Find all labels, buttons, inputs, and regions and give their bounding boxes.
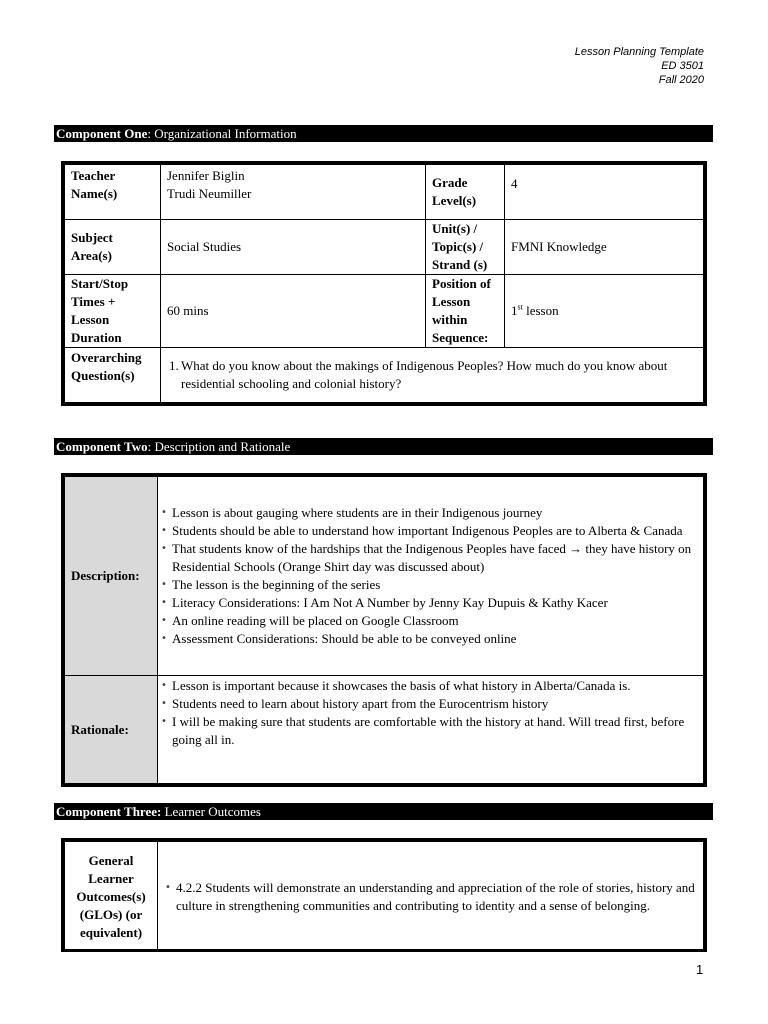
position-value (505, 275, 704, 348)
description-item: • That students know of the hardships that the Indigenous Peoples have faced → they have history on Residential Schools (Orange Shirt day was discussed about) (159, 540, 697, 576)
component-one-subtitle: : Organizational Information (147, 126, 297, 141)
rationale-label: Rationale: (65, 676, 158, 784)
times-label: Start/Stop Times + Lesson Duration (65, 275, 161, 348)
description-item: • The lesson is the beginning of the series (159, 576, 697, 594)
subject-label: Subject Area(s) (65, 220, 161, 275)
page-number: 1 (696, 962, 704, 977)
question-number: 1. (169, 358, 179, 373)
glo-content (158, 842, 704, 953)
position-number: 1 (511, 303, 518, 318)
description-item: • Lesson is about gauging where students are in their Indigenous journey (159, 504, 697, 522)
component-two-title: Component Two (56, 439, 148, 454)
rationale-list (159, 677, 697, 749)
rationale-item: • I will be making sure that students are comfortable with the history at hand. Will tread first, before going all in. (159, 713, 697, 749)
component-three-heading (54, 803, 713, 820)
times-value: 60 mins (161, 275, 426, 348)
component-one-heading (54, 125, 713, 142)
rationale-item: • Students need to learn about history apart from the Eurocentrism history (159, 695, 697, 713)
unit-label: Unit(s) / Topic(s) / Strand (s) (426, 220, 505, 275)
glo-label: General Learner Outcomes(s) (GLOs) (or equivalent) (65, 842, 158, 953)
description-label: Description: (65, 477, 158, 676)
teacher-label: Teacher Name(s) (65, 165, 161, 220)
description-item: • Students should be able to understand how important Indigenous Peoples are to Alberta & Canada (159, 522, 697, 540)
rationale-item: • Lesson is important because it showcases the basis of what history in Alberta/Canada is. (159, 677, 697, 695)
description-list (159, 504, 697, 648)
organizational-info-table (61, 161, 707, 406)
learner-outcomes-table (61, 838, 707, 952)
grade-label: Grade Level(s) (426, 165, 505, 220)
subject-value: Social Studies (161, 220, 426, 275)
template-title: Lesson Planning Template (574, 46, 704, 58)
term: Fall 2020 (658, 74, 704, 86)
grade-value: 4 (505, 165, 704, 220)
course-code: ED 3501 (661, 60, 704, 72)
question-label: Overarching Question(s) (65, 348, 161, 403)
glo-item: • 4.2.2 Students will demonstrate an understanding and appreciation of the role of stories, history and culture in strengthening communities and contributing to identity and a sense of belonging. (163, 879, 697, 915)
description-content (158, 477, 704, 676)
description-rationale-table (61, 473, 707, 787)
description-item: • Literacy Considerations: I Am Not A Number by Jenny Kay Dupuis & Kathy Kacer (159, 594, 697, 612)
question-text: What do you know about the makings of Indigenous Peoples? How much do you know about residential schooling and colonial history? (181, 358, 668, 391)
component-three-title: Component Three: (56, 804, 162, 819)
position-label: Position of Lesson within Sequence: (426, 275, 505, 348)
position-suffix: st (517, 302, 523, 312)
description-item: • Assessment Considerations: Should be able to be conveyed online (159, 630, 697, 648)
document-header (575, 45, 704, 87)
question-item (167, 357, 697, 393)
component-one-title: Component One (56, 126, 148, 141)
position-text: lesson (522, 303, 559, 318)
rationale-content (158, 676, 704, 784)
question-value (161, 348, 704, 403)
component-two-subtitle: : Description and Rationale (147, 439, 291, 454)
description-item: • An online reading will be placed on Google Classroom (159, 612, 697, 630)
glo-list (163, 879, 697, 915)
component-two-heading (54, 438, 713, 455)
teacher-name-1: Jennifer Biglin (167, 168, 245, 183)
teacher-names (161, 165, 426, 220)
unit-value: FMNI Knowledge (505, 220, 704, 275)
teacher-name-2: Trudi Neumiller (167, 186, 252, 201)
component-three-subtitle: Learner Outcomes (161, 804, 261, 819)
